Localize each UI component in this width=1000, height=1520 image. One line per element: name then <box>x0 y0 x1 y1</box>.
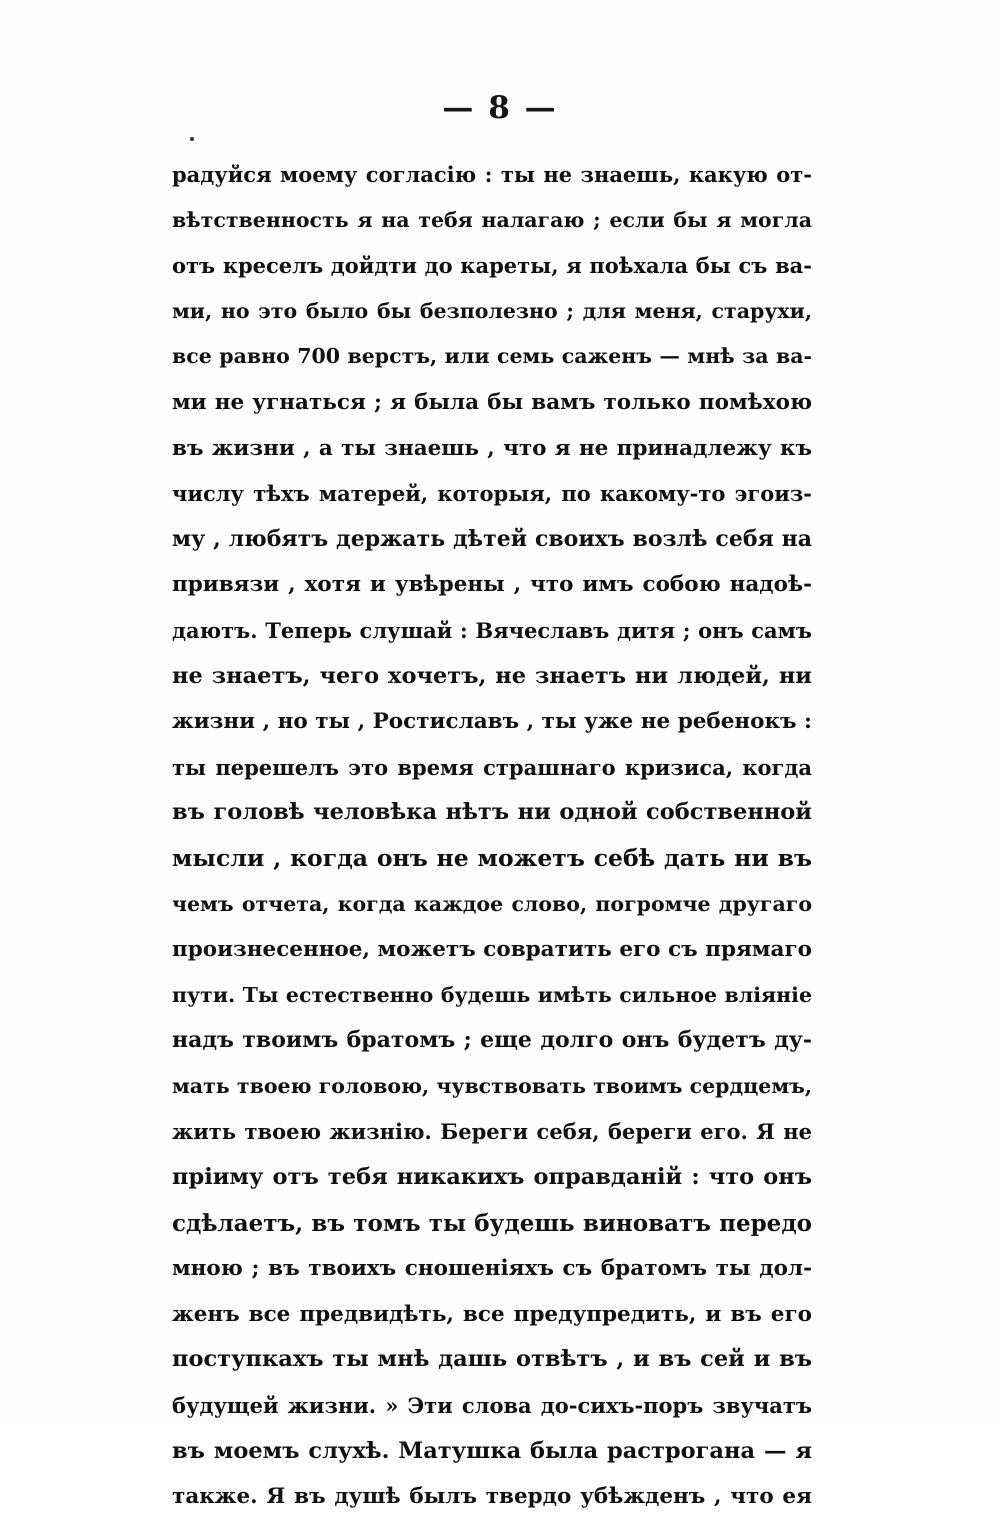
body-text <box>172 152 812 1520</box>
text-line: мать твоею головою, чувствовать твоимъ сердцемъ, <box>172 1073 812 1098</box>
text-line: надъ твоимъ братомъ ; еще долго онъ будетъ ду- <box>172 1027 812 1054</box>
text-line: въ моемъ слухѣ. Матушка была растрогана — я <box>172 1437 812 1464</box>
text-line: въ жизни , а ты знаешь , что я не принадлежу къ <box>172 435 812 461</box>
text-line: пріиму отъ тебя никакихъ оправданій : что онъ <box>172 1164 812 1191</box>
text-line: ми, но это было бы безполезно ; для меня, старухи, <box>172 298 812 323</box>
text-line: му , любятъ держать дѣтей своихъ возлѣ себя на <box>172 525 812 552</box>
text-line: вѣтственность я на тебя налагаю ; если бы я могла <box>172 207 812 232</box>
text-line: отъ креселъ дойдти до кареты, я поѣхала бы съ ва- <box>172 253 812 279</box>
text-line: привязи , хотя и увѣрены , что имъ собою надоѣ- <box>172 572 812 598</box>
text-line: будущей жизни. » Эти слова до-сихъ-поръ звучатъ <box>172 1393 812 1419</box>
text-line: чемъ отчета, когда каждое слово, погромче другаго <box>172 891 812 916</box>
ink-speck <box>190 137 194 141</box>
text-line: числу тѣхъ матерей, которыя, по какому-то эгоиз- <box>172 481 812 507</box>
text-line: сдѣлаетъ, въ томъ ты будешь виноватъ передо <box>172 1209 812 1237</box>
text-line: поступкахъ ты мнѣ дашь отвѣтъ , и въ сей и въ <box>172 1346 812 1373</box>
text-line: все равно 700 верстъ, или семь саженъ — мнѣ за ва- <box>172 344 812 369</box>
text-line: радуйся моему согласію : ты не знаешь, какую от- <box>172 162 812 187</box>
text-line: пути. Ты естественно будешь имѣть сильное вліяніе <box>172 982 812 1007</box>
text-line: также. Я въ душѣ былъ твердо убѣжденъ , что ея <box>172 1484 812 1510</box>
text-line: ты перешелъ это время страшнаго кризиса, когда <box>172 754 812 780</box>
text-line: даютъ. Теперь слушай : Вячеславъ дитя ; онъ самъ <box>172 617 812 643</box>
text-line: ми не угнаться ; я была бы вамъ только помѣхою <box>172 389 812 415</box>
text-line: мысли , когда онъ не можетъ себѣ дать ни въ <box>172 843 812 872</box>
text-line: жить твоею жизнію. Береги себя, береги его. Я не <box>172 1119 812 1145</box>
text-line: мною ; въ твоихъ сношеніяхъ съ братомъ ты дол- <box>172 1256 812 1282</box>
text-line: въ головѣ человѣка нѣтъ ни одной собственной <box>172 799 812 826</box>
text-line: не знаетъ, чего хочетъ, не знаетъ ни людей, ни <box>172 662 812 689</box>
page-number: — 8 — <box>442 90 558 126</box>
text-line: женъ все предвидѣть, все предупредить, и въ его <box>172 1301 812 1327</box>
text-line: произнесенное, можетъ совратить его съ прямаго <box>172 937 812 963</box>
text-line: жизни , но ты , Ростиславъ , ты уже не ребенокъ : <box>172 709 812 735</box>
